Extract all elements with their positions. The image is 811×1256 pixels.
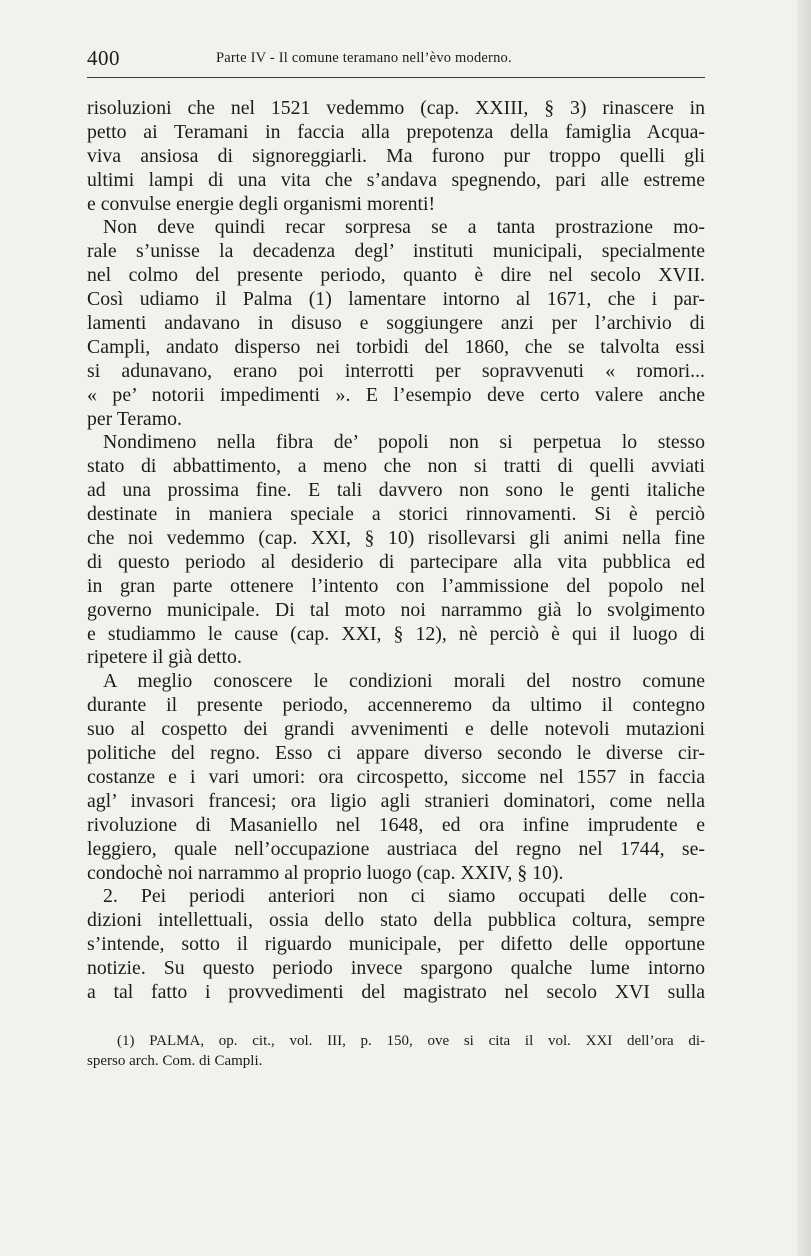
- page-header: [87, 44, 705, 74]
- header-rule: [87, 77, 705, 78]
- text-line: ad una prossima fine. E tali davvero non sono le genti italiche: [87, 479, 705, 502]
- text-line: stato di abbattimento, a meno che non si tratti di quelli avviati: [87, 455, 705, 478]
- text-line: condochè noi narrammo al proprio luogo (cap. XXIV, § 10).: [87, 861, 564, 884]
- text-line: risoluzioni che nel 1521 vedemmo (cap. XXIII, § 3) rinascere in: [87, 97, 705, 119]
- text-line: e convulse energie degli organismi morenti!: [87, 192, 436, 215]
- text-line: durante il presente periodo, accenneremo da ultimo il contegno: [87, 694, 705, 717]
- text-line: Campli, andato disperso nei torbidi del 1860, che se talvolta essi: [87, 335, 705, 358]
- text-line: viva ansiosa di signoreggiarli. Ma furono pur troppo quelli gli: [87, 144, 705, 167]
- text-line: suo al cospetto dei grandi avvenimenti e delle notevoli mutazioni: [87, 718, 705, 741]
- text-line: s’intende, sotto il riguardo municipale, per difetto delle opportune: [87, 933, 705, 956]
- page-edge: [797, 0, 811, 1256]
- text-line: dizioni intellettuali, ossia dello stato della pubblica coltura, sempre: [87, 909, 705, 932]
- text-line: governo municipale. Di tal moto noi narrammo già lo svolgimento: [87, 598, 705, 621]
- body-text: [87, 97, 705, 1005]
- text-line: di questo periodo al desiderio di partecipare alla vita pubblica ed: [87, 550, 705, 573]
- text-line: rivoluzione di Masaniello nel 1648, ed ora infine imprudente e: [87, 813, 705, 836]
- text-line: si adunavano, erano poi interrotti per sopravvenuti « romori...: [87, 359, 705, 382]
- text-line: a tal fatto i provvedimenti del magistrato nel secolo XVI sulla: [87, 980, 705, 1003]
- text-line: politiche del regno. Esso ci appare diverso secondo le diverse cir-: [87, 742, 705, 765]
- text-line: in gran parte ottenere l’intento con l’ammissione del popolo nel: [87, 574, 705, 597]
- text-line: « pe’ notorii impedimenti ». E l’esempio deve certo valere anche: [87, 383, 705, 406]
- text-line: per Teramo.: [87, 407, 182, 430]
- running-title: Parte IV - Il comune teramano nell’èvo moderno.: [216, 50, 512, 66]
- text-line: Nondimeno nella fibra de’ popoli non si perpetua lo stesso: [103, 431, 705, 454]
- footnote-line: sperso arch. Com. di Campli.: [87, 1053, 263, 1069]
- text-line: ripetere il già detto.: [87, 646, 242, 669]
- text-line: rale s’unisse la decadenza degl’ instituti municipali, specialmente: [87, 240, 705, 263]
- text-line: ultimi lampi di una vita che s’andava spegnendo, pari alle estreme: [87, 168, 705, 191]
- text-line: Non deve quindi recar sorpresa se a tanta prostrazione mo-: [103, 216, 705, 239]
- text-line: leggiero, quale nell’occupazione austriaca del regno nel 1744, se-: [87, 837, 705, 860]
- text-line: lamenti andavano in disuso e soggiungere anzi per l’archivio di: [87, 312, 705, 335]
- footnote-line: (1) PALMA, op. cit., vol. III, p. 150, ove si cita il vol. XXI dell’ora di-: [117, 1033, 705, 1049]
- text-line: nel colmo del presente periodo, quanto è dire nel secolo XVII.: [87, 264, 705, 287]
- text-line: costanze e i vari umori: ora circospetto, siccome nel 1557 in faccia: [87, 765, 705, 788]
- text-line: 2. Pei periodi anteriori non ci siamo occupati delle con-: [103, 885, 705, 908]
- footnotes: [87, 1031, 705, 1071]
- text-line: che noi vedemmo (cap. XXI, § 10) risollevarsi gli animi nella fine: [87, 527, 705, 550]
- text-line: petto ai Teramani in faccia alla prepotenza della famiglia Acqua-: [87, 120, 705, 143]
- text-line: Così udiamo il Palma (1) lamentare intorno al 1671, che i par-: [87, 288, 705, 311]
- text-line: agl’ invasori francesi; ora ligio agli stranieri dominatori, come nella: [87, 789, 705, 812]
- page-number: 400: [87, 46, 120, 70]
- text-line: notizie. Su questo periodo invece spargono qualche lume intorno: [87, 957, 705, 980]
- text-line: destinate in maniera speciale a storici rinnovamenti. Si è perciò: [87, 503, 705, 526]
- text-line: A meglio conoscere le condizioni morali del nostro comune: [103, 670, 705, 693]
- text-line: e studiammo le cause (cap. XXI, § 12), nè perciò è qui il luogo di: [87, 622, 705, 645]
